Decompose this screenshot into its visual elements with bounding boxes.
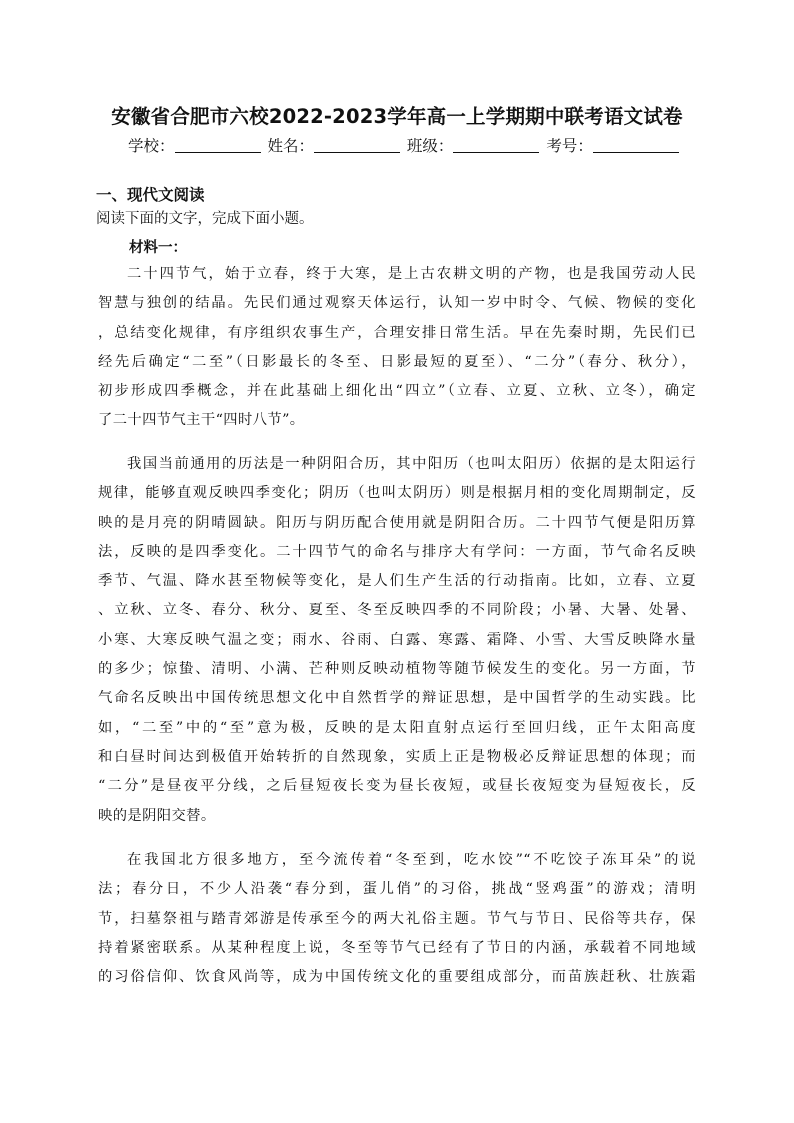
paragraph-line: 了二十四节气主干“四时八节”。 [98, 412, 305, 429]
name-label: 姓名： [267, 137, 314, 155]
exam-number-blank[interactable] [593, 138, 679, 153]
reading-instruction: 阅读下面的文字，完成下面小题。 [96, 211, 314, 227]
school-field [128, 134, 261, 156]
paragraph-3 [98, 846, 696, 992]
paragraph-line: 节，扫墓祭祖与踏青郊游是传承至今的两大礼俗主题。节气与节日、民俗等共存，保 [98, 910, 696, 927]
student-info-fields [128, 134, 688, 156]
class-label: 班级： [406, 137, 454, 155]
paragraph-line: 持着紧密联系。从某种程度上说，冬至等节气已经有了节日的内涵，承载着不同地域 [98, 939, 696, 956]
paragraph-line: 法；春分日，不少人沿袭“春分到，蛋儿俏”的习俗，挑战“竖鸡蛋”的游戏；清明 [98, 881, 696, 898]
paragraph-line: 经先后确定“二至”（日影最长的冬至、日影最短的夏至）、“二分”（春分、秋分）， [98, 353, 696, 370]
paragraph-line: 如，“二至”中的“至”意为极，反映的是太阳直射点运行至回归线，正午太阳高度 [98, 719, 696, 736]
exam-number-field [546, 134, 679, 156]
paragraph-line: 和白昼时间达到极值开始转折的自然现象，实质上正是物极必反辩证思想的体现；而 [98, 748, 696, 765]
paragraph-line: 季节、气温、降水甚至物候等变化，是人们生产生活的行动指南。比如，立春、立夏 [98, 573, 696, 590]
paragraph-line: 映的是月亮的阴晴圆缺。阳历与阴历配合使用就是阴阳合历。二十四节气便是阳历算 [98, 514, 696, 531]
paragraph-line: 在我国北方很多地方，至今流传着“冬至到，吃水饺”“不吃饺子冻耳朵”的说 [127, 852, 696, 868]
name-blank[interactable] [314, 138, 400, 153]
paragraph-line: 的多少；惊蛰、清明、小满、芒种则反映动植物等随节候发生的变化。另一方面，节 [98, 661, 696, 678]
paragraph-line: ，总结变化规律，有序组织农事生产，合理安排日常生活。早在先秦时期，先民们已 [98, 324, 696, 341]
class-blank[interactable] [453, 138, 539, 153]
paragraph-2 [98, 450, 696, 831]
paragraph-line: 法，反映的是四季变化。二十四节气的命名与排序大有学问：一方面，节气命名反映 [98, 543, 696, 560]
paragraph-1 [98, 260, 696, 436]
paragraph-line: 二十四节气，始于立春，终于大寒，是上古农耕文明的产物，也是我国劳动人民 [127, 266, 696, 282]
document-title: 安徽省合肥市六校2022-2023学年高一上学期期中联考语文试卷 [111, 105, 683, 128]
paragraph-line: “二分”是昼夜平分线，之后昼短夜长变为昼长夜短，或昼长夜短变为昼短夜长，反 [98, 778, 696, 795]
name-field [267, 134, 400, 156]
paragraph-line: 小寒、大寒反映气温之变；雨水、谷雨、白露、寒露、霜降、小雪、大雪反映降水量 [98, 631, 696, 648]
paragraph-line: 气命名反映出中国传统思想文化中自然哲学的辩证思想，是中国哲学的生动实践。比 [98, 690, 696, 707]
paragraph-line: 我国当前通用的历法是一种阴阳合历，其中阳历（也叫太阳历）依据的是太阳运行 [127, 456, 696, 472]
section-heading: 一、现代文阅读 [96, 186, 205, 204]
paragraph-line: 规律，能够直观反映四季变化；阴历（也叫太阴历）则是根据月相的变化周期制定，反 [98, 485, 696, 502]
paragraph-line: 映的是阴阳交替。 [98, 807, 216, 824]
paragraph-line: 的习俗信仰、饮食风尚等，成为中国传统文化的重要组成部分，而苗族赶秋、壮族霜 [98, 969, 696, 986]
exam-number-label: 考号： [546, 137, 593, 155]
paragraph-line: 智慧与独创的结晶。先民们通过观察天体运行，认知一岁中时令、气候、物候的变化 [98, 295, 696, 312]
paragraph-line: 、立秋、立冬、春分、秋分、夏至、冬至反映四季的不同阶段；小暑、大暑、处暑、 [98, 602, 696, 619]
school-label: 学校： [128, 137, 175, 155]
paragraph-line: 初步形成四季概念，并在此基础上细化出“四立”（立春、立夏、立秋、立冬），确定 [98, 383, 696, 400]
material-label: 材料一： [129, 239, 187, 256]
class-field [407, 134, 540, 156]
school-blank[interactable] [175, 138, 261, 153]
